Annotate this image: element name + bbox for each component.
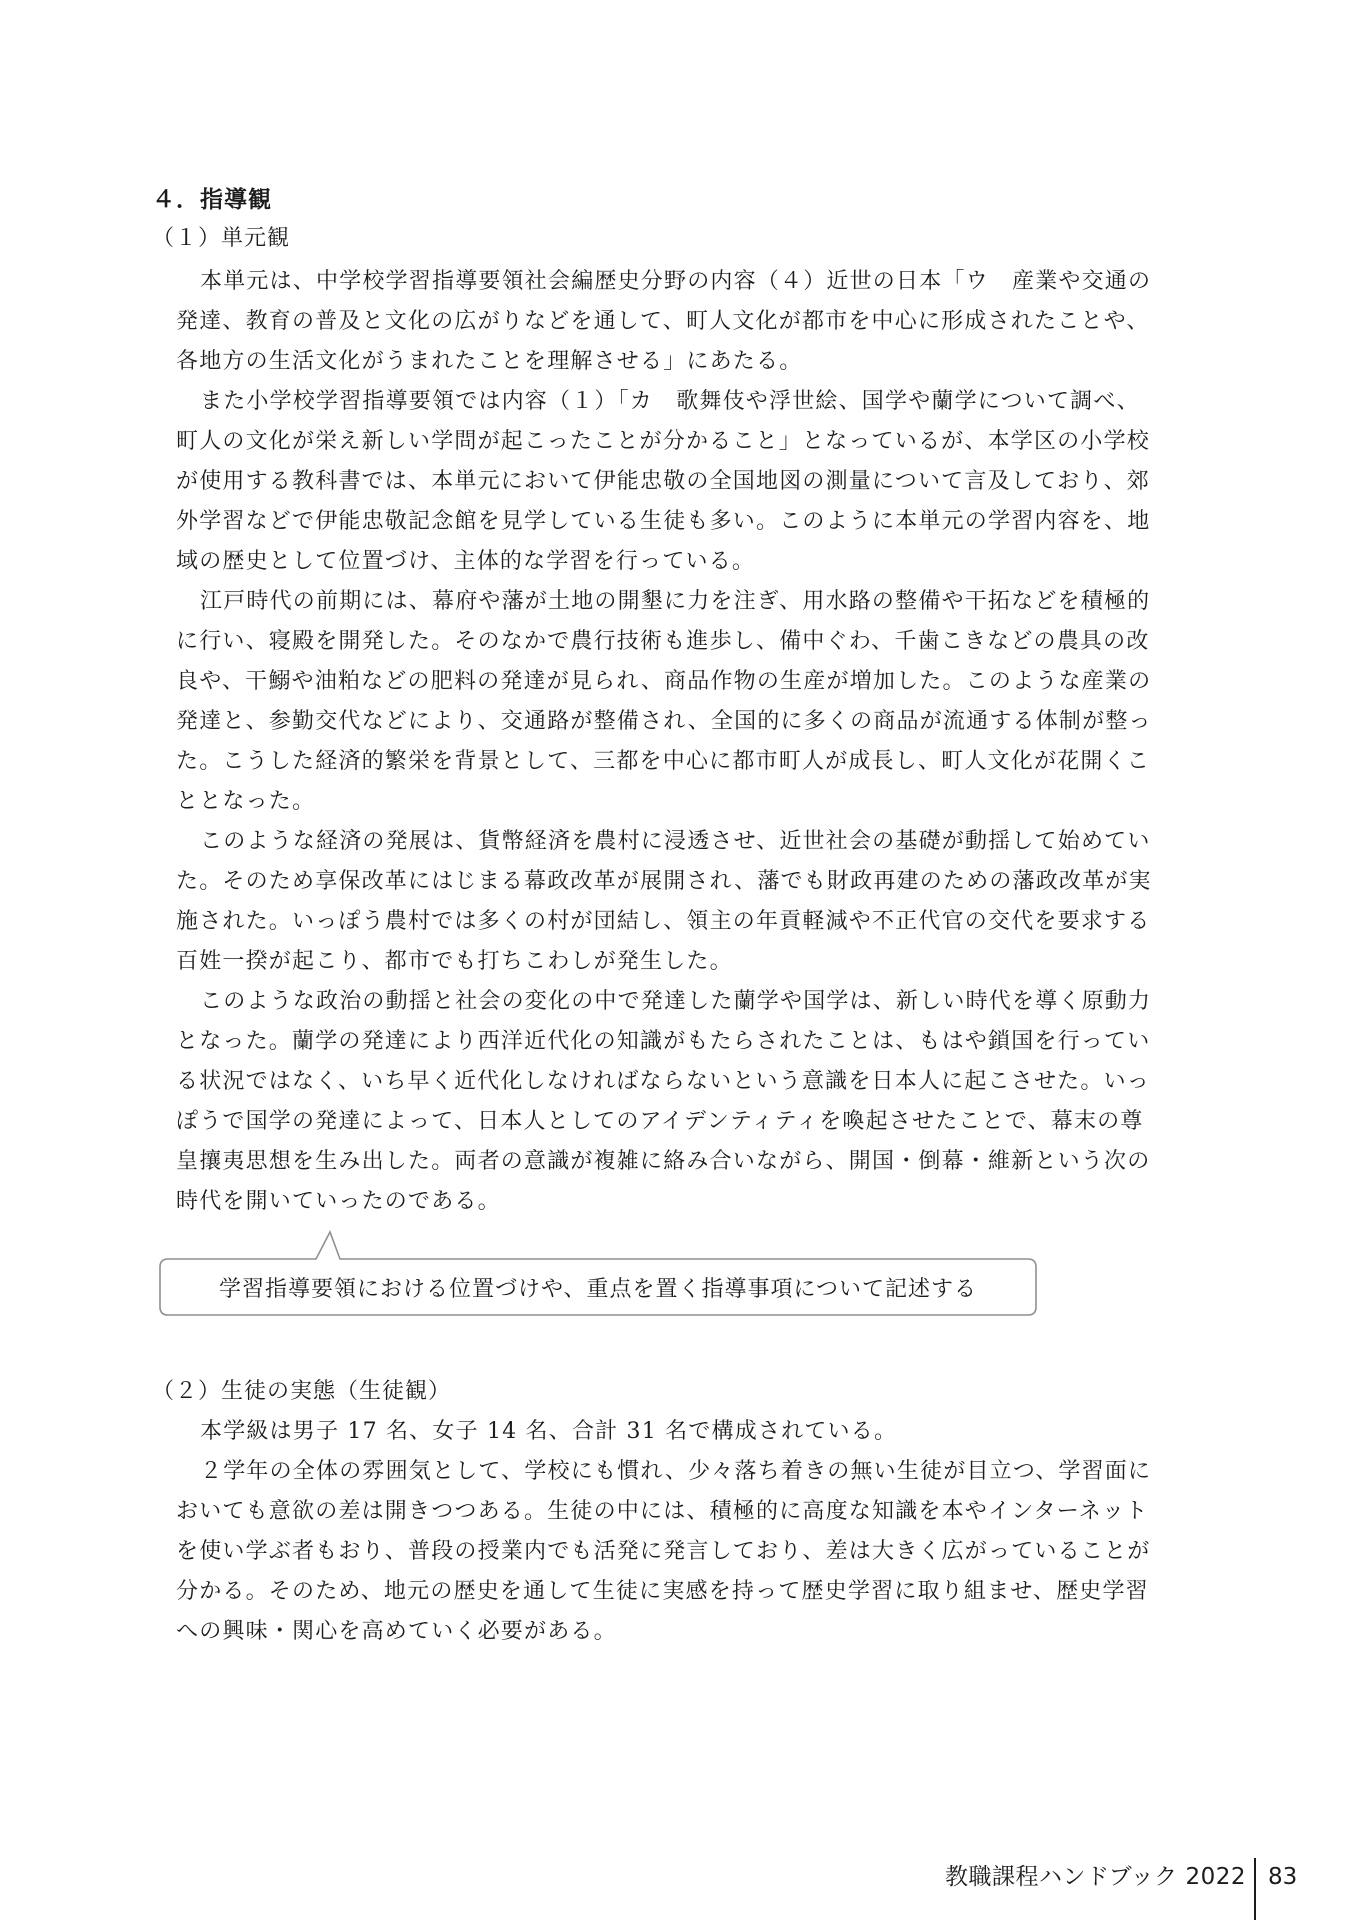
callout-text: 学習指導要領における位置づけや、重点を置く指導事項について記述する: [218, 1276, 978, 1302]
section-title: ４．指導観: [152, 187, 272, 213]
paragraph: このような政治の動揺と社会の変化の中で発達した蘭学や国学は、新しい時代を導く原動力となった。蘭学の発達により西洋近代化の知識がもたらされたことは、もはや鎖国を行っている状況ではなく、いち早く近代化しなければならないという意識を日本人に起こさせた。いっぽうで国学の発達によって、日本人としてのアイデンティティを喚起させたことで、幕末の尊皇攘夷思想を生み出した。両者の意識が複雑に絡み合いながら、開国・倒幕・維新という次の時代を開いていったのである。: [176, 989, 1152, 1214]
unit-view-body: [176, 262, 1156, 1222]
subsection-heading-student-view: （２）生徒の実態（生徒観）: [152, 1379, 452, 1404]
paragraph: また小学校学習指導要領では内容（１）「カ 歌舞伎や浮世絵、国学や蘭学について調べ、町人の文化が栄え新しい学問が起こったことが分かること」となっているが、本学区の小学校が使用する教科書では、本単元において伊能忠敬の全国地図の測量について言及しており、郊外学習などで伊能忠敬記念館を見学している生徒も多い。このように本単元の学習内容を、地域の歴史として位置づけ、主体的な学習を行っている。: [176, 389, 1151, 574]
paragraph: 本学級は男子 17 名、女子 14 名、合計 31 名で構成されている。: [200, 1419, 898, 1444]
footer-book-title: 教職課程ハンドブック 2022: [944, 1864, 1246, 1890]
annotation-callout: [158, 1259, 1038, 1315]
footer-divider: [1254, 1858, 1256, 1920]
paragraph: ２学年の全体の雰囲気として、学校にも慣れ、少々落ち着きの無い生徒が目立つ、学習面においても意欲の差は開きつつある。生徒の中には、積極的に高度な知識を本やインターネットを使い学ぶ者もおり、普段の授業内でも活発に発言しており、差は大きく広がっていることが分かる。そのため、地元の歴史を通して生徒に実感を持って歴史学習に取り組ませ、歴史学習への興味・関心を高めていく必要がある。: [176, 1459, 1152, 1644]
student-view-body: [176, 1412, 1156, 1652]
page-number: 83: [1268, 1864, 1298, 1890]
paragraph: このような経済の発展は、貨幣経済を農村に浸透させ、近世社会の基礎が動揺して始めていた。そのため享保改革にはじまる幕政改革が展開され、藩でも財政再建のための藩政改革が実施された。いっぽう農村では多くの村が団結し、領主の年貢軽減や不正代官の交代を要求する百姓一揆が起こり、都市でも打ちこわしが発生した。: [176, 829, 1152, 974]
paragraph: 本単元は、中学校学習指導要領社会編歴史分野の内容（４）近世の日本「ウ 産業や交通の発達、教育の普及と文化の広がりなどを通して、町人文化が都市を中心に形成されたことや、各地方の生活文化がうまれたことを理解させる」にあたる。: [176, 269, 1152, 374]
subsection-heading-unit-view: （１）単元観: [152, 226, 291, 251]
paragraph: 江戸時代の前期には、幕府や藩が土地の開墾に力を注ぎ、用水路の整備や干拓などを積極的に行い、寝殿を開発した。そのなかで農行技術も進歩し、備中ぐわ、千歯こきなどの農具の改良や、干鰯や油粕などの肥料の発達が見られ、商品作物の生産が増加した。このような産業の発達と、参勤交代などにより、交通路が整備され、全国的に多くの商品が流通する体制が整った。こうした経済的繁栄を背景として、三都を中心に都市町人が成長し、町人文化が花開くこととなった。: [176, 589, 1152, 814]
